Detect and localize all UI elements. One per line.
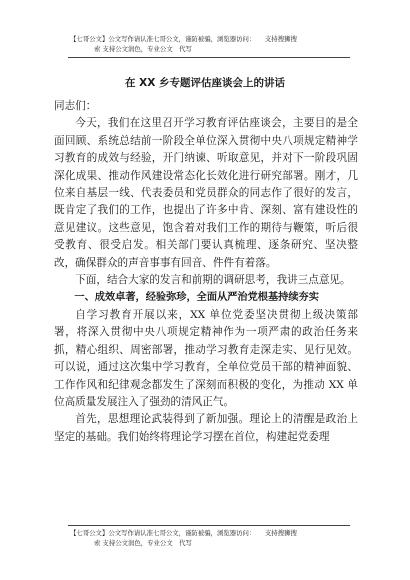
- body-paragraph: 自学习教育开展以来，XX 单位党委坚决贯彻上级决策部署，将深入贯彻中央八项规定精神作为一项严肃的政治任务来抓，精心组织、周密部署，推动学习教育走深走实、见行见效。可以说，通过这次集中学习教育，全单位党员干部的精神面貌、工作作风和纪律观念都发生了深刻而积极的变化，为推动 XX 单位高质量发展注入了强劲的清风正气。: [54, 308, 358, 408]
- bottom-banner-line-2: 索 支持公文润色，专业公文 代写: [94, 539, 192, 547]
- section-heading: 一、成效卓著，经验弥珍，全面从严治党根基持续夯实: [74, 292, 319, 304]
- body-paragraph: 下面，结合大家的发言和前期的调研思考，我讲三点意见。: [75, 274, 351, 287]
- bottom-banner-line-1: 【七哥公文】公文写作请认准七哥公文，谨防被骗，浏览器访问： 支持搜狮搜: [70, 529, 297, 537]
- top-divider: [68, 57, 350, 58]
- top-watermark-banner: [70, 34, 360, 54]
- salutation: 同志们：: [54, 100, 97, 112]
- document-body: [54, 98, 358, 446]
- document-title: 在 XX 乡专题评估座谈会上的讲话: [124, 77, 285, 89]
- top-banner-line-1: 【七哥公文】公文写作请认准七哥公文，谨防被骗，浏览器访问： 支持搜狮搜: [70, 35, 297, 43]
- top-banner-line-2: 索 支持公文润色，专业公文 代写: [94, 45, 192, 53]
- bottom-divider: [68, 525, 350, 526]
- body-paragraph: 首先，思想理论武装得到了新加强。理论上的清醒是政治上坚定的基础。我们始终将理论学习摆在首位，构建起党委理: [54, 413, 358, 443]
- bottom-watermark-banner: [70, 528, 360, 548]
- body-paragraph: 今天，我们在这里召开学习教育评估座谈会，主要目的是全面回顾、系统总结前一阶段全单位深入贯彻中央八项规定精神学习教育的成效与经验，开门纳谏、听取意见，并对下一阶段巩固深化成果、推动作风建设常态化长效化进行研究部署。刚才，几位来自基层一线、代表委员和党员群众的同志作了很好的发言，既肯定了我们的工作，也提出了许多中肯、深刻、富有建设性的意见建议。这些意见，饱含着对我们工作的期待与鞭策，听后很受教育、很受启发。相关部门要认真梳理、逐条研究、坚决整改，确保群众的声音事事有回音、件件有着落。: [54, 117, 358, 269]
